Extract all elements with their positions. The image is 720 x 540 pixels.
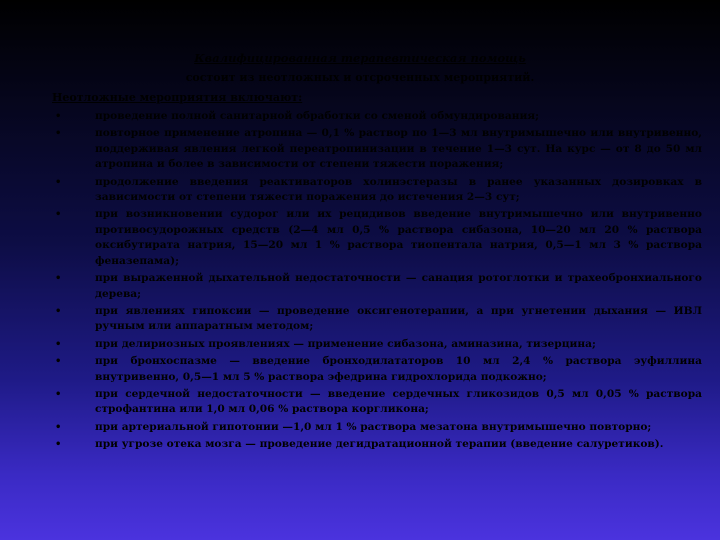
bullet-icon: • — [55, 388, 62, 400]
list-item — [52, 354, 702, 385]
list-item — [52, 126, 702, 173]
list-item-text: при явлениях гипоксии — проведение оксигенотерапии, а при угнетении дыхания — ИВЛ ручным или аппаратным методом; — [95, 304, 702, 333]
bullet-icon: • — [55, 111, 62, 122]
list-item — [52, 109, 702, 125]
slide-title: Квалифицированная терапевтическая помощь — [194, 51, 526, 65]
bullet-icon: • — [55, 209, 62, 221]
bullet-icon: • — [55, 338, 62, 350]
slide-subtitle: состоит из неотложных и отсроченных мероприятий. — [185, 71, 535, 84]
list-item — [52, 207, 702, 269]
list-item-text: при делириозных проявлениях — применение сибазона, аминазина, тизерцина; — [95, 337, 596, 350]
list-item-text: при сердечной недостаточности — введение сердечных гликозидов 0,5 мл 0,05 % раствора строфантина или 1,0 мл 0,06 % раствора коргликона; — [95, 387, 702, 416]
list-heading: Неотложные мероприятия включают: — [52, 91, 303, 104]
list-item — [52, 337, 702, 353]
bullet-icon: • — [55, 176, 62, 188]
list-item — [52, 175, 702, 206]
list-item-text: при угрозе отека мозга — проведение дегидратационной терапии (введение салуретиков). — [95, 437, 664, 450]
list-item — [52, 420, 702, 436]
list-item-text: продолжение введения реактиваторов холинэстеразы в ранее указанных дозировках в зависимости от степени тяжести поражения до истечения 2—3 сут; — [95, 175, 702, 204]
list-item — [52, 437, 702, 453]
bullet-icon: • — [55, 438, 62, 450]
bullet-icon: • — [55, 305, 62, 317]
bullet-icon: • — [55, 356, 62, 368]
list-item-text: при выраженной дыхательной недостаточности — санация ротоглотки и трахеобронхиального дерева; — [95, 272, 702, 300]
list-item — [52, 304, 702, 335]
measures-list — [52, 109, 702, 454]
bullet-icon: • — [55, 128, 62, 140]
list-item-text: проведение полной санитарной обработки со сменой обмундирования; — [95, 110, 540, 122]
list-item — [52, 271, 702, 302]
bullet-icon: • — [55, 273, 62, 285]
list-item-text: повторное применение атропина — 0,1 % раствор по 1—3 мл внутримышечно или внутривенно, поддерживая явления легкой переатропинизации в течение 1—3 сут. На курс — от 8 до 50 мл атропина и более в зависимости от степени тяжести поражения; — [95, 127, 702, 171]
list-item-text: при возникновении судорог или их рецидивов введение внутримышечно или внутривенно противосудорожных средств (2—4 мл 0,5 % раствора сибазона, 10—20 мл 20 % раствора оксибутирата натрия, 15—20 мл 1 % раствора тиопентала натрия, 0,5—1 мл 3 % раствора феназепама); — [95, 208, 702, 267]
list-item — [52, 387, 702, 418]
list-item-text: при артериальной гипотонии —1,0 мл 1 % раствора мезатона внутримышечно повторно; — [95, 420, 652, 433]
bullet-icon: • — [55, 421, 62, 433]
list-item-text: при бронхоспазме — введение бронходилататоров 10 мл 2,4 % раствора эуфиллина внутривенно, 0,5—1 мл 5 % раствора эфедрина гидрохлорида подкожно; — [95, 355, 702, 383]
